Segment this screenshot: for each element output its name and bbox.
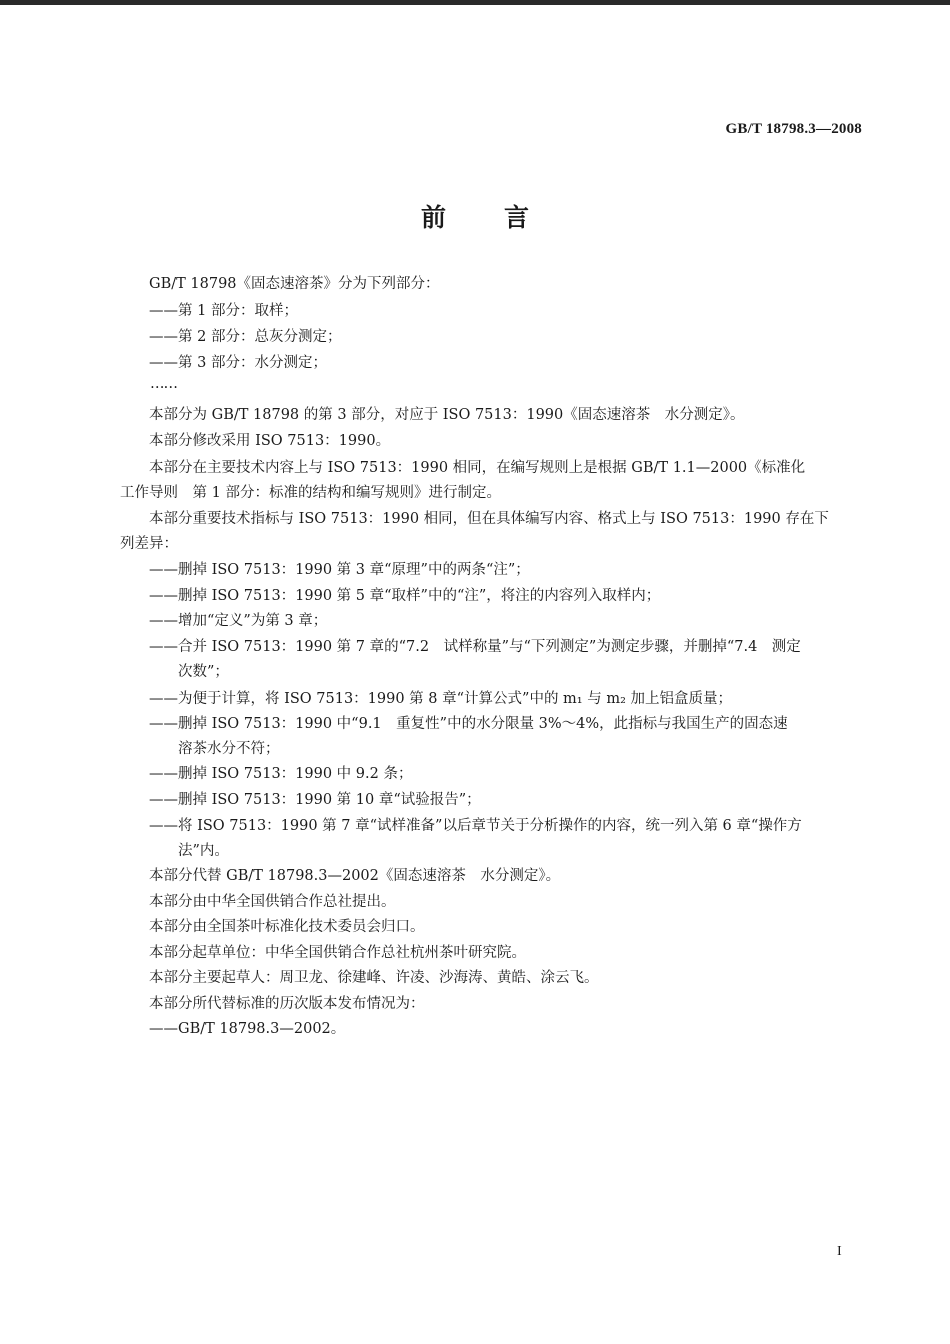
text-line: 本部分修改采用 ISO 7513：1990。 bbox=[149, 433, 391, 449]
document-code: GB/T 18798.3—2008 bbox=[725, 121, 862, 137]
list-item: ——第 3 部分：水分测定； bbox=[149, 355, 327, 371]
list-item: ——删掉 ISO 7513：1990 中“9.1 重复性”中的水分限量 3%～4%，此指标与我国生产的固态速 bbox=[149, 716, 788, 732]
text-line: 列差异： bbox=[120, 536, 178, 552]
list-item-continuation: 法”内。 bbox=[178, 843, 229, 859]
text-line: 本部分由全国茶叶标准化技术委员会归口。 bbox=[149, 919, 425, 935]
list-item: ——第 2 部分：总灰分测定； bbox=[149, 329, 342, 345]
page-title: 前言 bbox=[420, 203, 587, 232]
list-item: ——为便于计算，将 ISO 7513：1990 第 8 章“计算公式”中的 m₁ 与 m₂ 加上铝盒质量； bbox=[149, 691, 733, 707]
text-line: 本部分为 GB/T 18798 的第 3 部分，对应于 ISO 7513：1990《固态速溶茶 水分测定》。 bbox=[149, 407, 745, 423]
list-item-continuation: 次数”； bbox=[178, 664, 229, 680]
text-line: 本部分在主要技术内容上与 ISO 7513：1990 相同，在编写规则上是根据 GB/T 1.1—2000《标准化 bbox=[149, 460, 806, 476]
list-item: ——删掉 ISO 7513：1990 中 9.2 条； bbox=[149, 766, 413, 782]
list-item: ——将 ISO 7513：1990 第 7 章“试样准备”以后章节关于分析操作的内容，统一列入第 6 章“操作方 bbox=[149, 818, 802, 834]
text-line: 本部分起草单位：中华全国供销合作总社杭州茶叶研究院。 bbox=[149, 945, 526, 961]
list-item: ——删掉 ISO 7513：1990 第 5 章“取样”中的“注”，将注的内容列入取样内； bbox=[149, 588, 661, 604]
page-number: I bbox=[837, 1244, 842, 1259]
text-line: 本部分重要技术指标与 ISO 7513：1990 相同，但在具体编写内容、格式上与 ISO 7513：1990 存在下 bbox=[149, 511, 829, 527]
ellipsis: …… bbox=[150, 376, 177, 392]
text-line: 本部分所代替标准的历次版本发布情况为： bbox=[149, 996, 425, 1012]
text-line: 本部分代替 GB/T 18798.3—2002《固态速溶茶 水分测定》。 bbox=[149, 868, 561, 884]
list-item: ——GB/T 18798.3—2002。 bbox=[149, 1021, 346, 1037]
text-line: 本部分由中华全国供销合作总社提出。 bbox=[149, 894, 396, 910]
text-line: GB/T 18798《固态速溶茶》分为下列部分： bbox=[149, 276, 440, 292]
list-item-continuation: 溶茶水分不符； bbox=[178, 741, 280, 757]
list-item: ——增加“定义”为第 3 章； bbox=[149, 613, 328, 629]
list-item: ——第 1 部分：取样； bbox=[149, 303, 298, 319]
list-item: ——删掉 ISO 7513：1990 第 3 章“原理”中的两条“注”； bbox=[149, 562, 530, 578]
list-item: ——删掉 ISO 7513：1990 第 10 章“试验报告”； bbox=[149, 792, 481, 808]
text-line: 本部分主要起草人：周卫龙、徐建峰、许凌、沙海涛、黄皓、涂云飞。 bbox=[149, 970, 599, 986]
scan-top-edge bbox=[0, 0, 950, 5]
list-item: ——合并 ISO 7513：1990 第 7 章的“7.2 试样称量”与“下列测定”为测定步骤，并删掉“7.4 测定 bbox=[149, 639, 801, 655]
text-line: 工作导则 第 1 部分：标准的结构和编写规则》进行制定。 bbox=[120, 485, 501, 501]
